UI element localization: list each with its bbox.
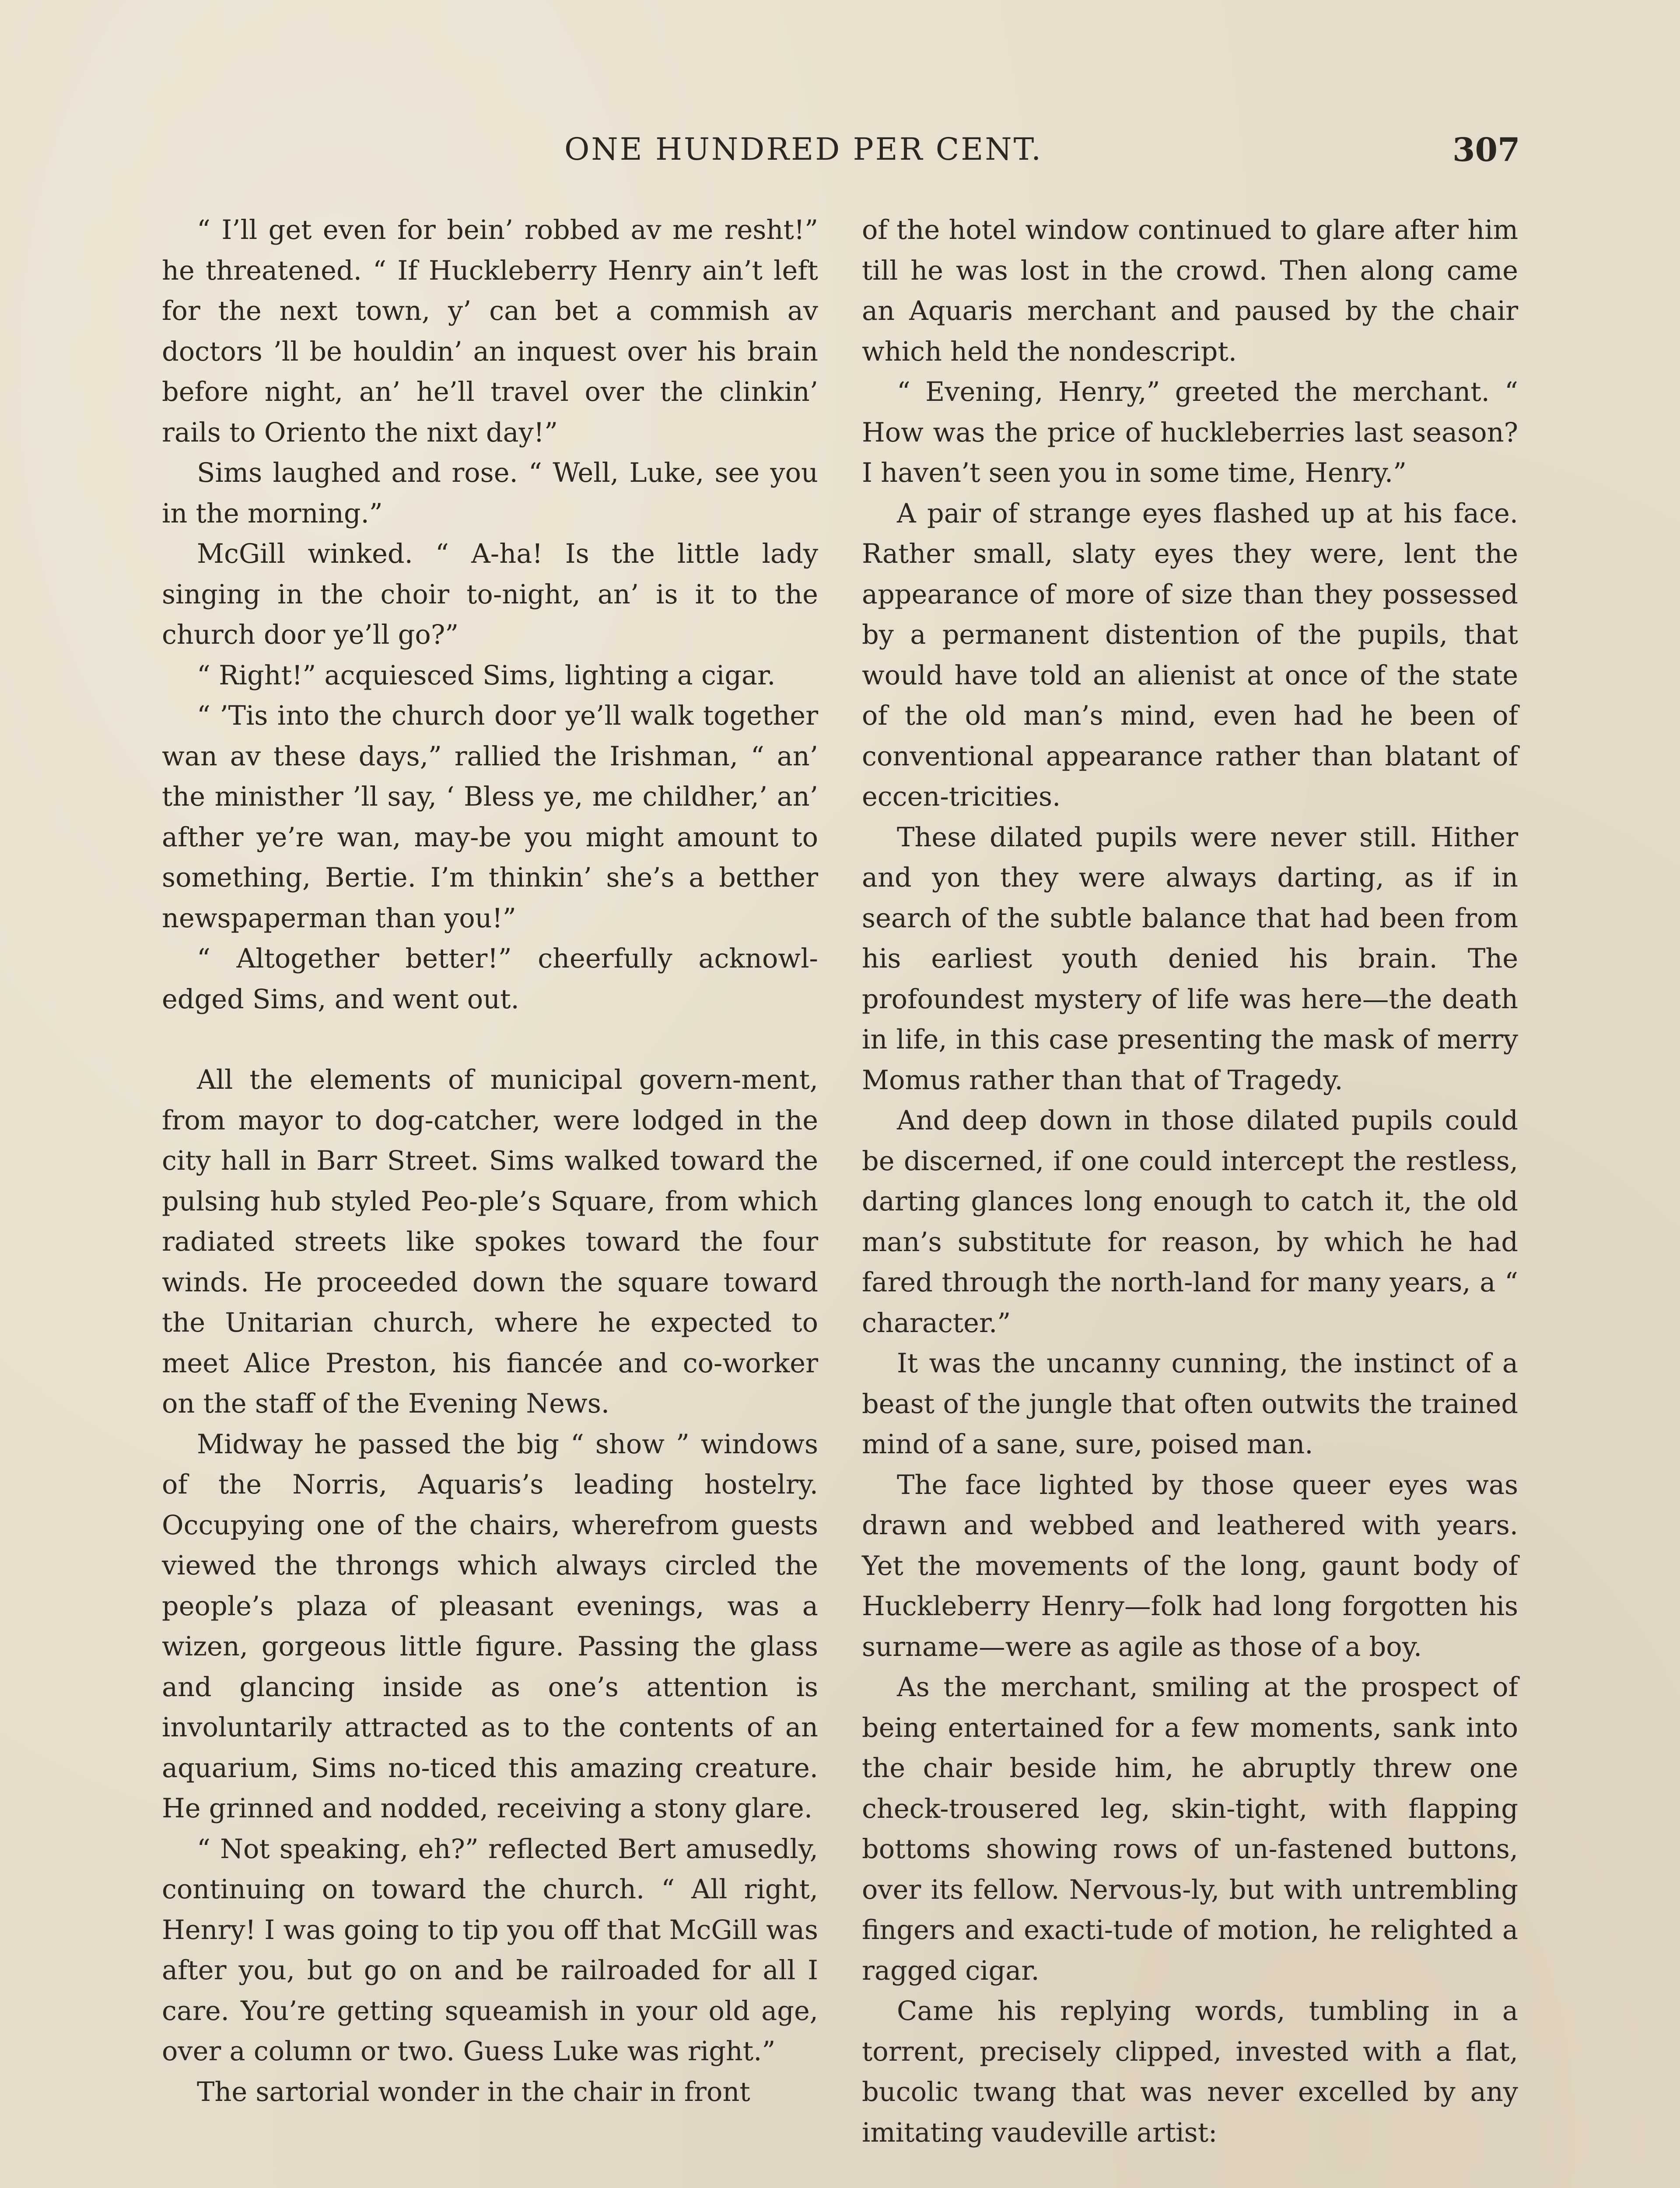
running-title: ONE HUNDRED PER CENT. bbox=[564, 131, 1043, 167]
paragraph: McGill winked. “ A-ha! Is the little lady singing in the choir to-night, an’ is it to the church door ye’ll go?” bbox=[162, 539, 818, 650]
paragraph: “ Altogether better!” cheerfully acknowl-edged Sims, and went out. bbox=[162, 943, 818, 1015]
paragraph: of the hotel window continued to glare after him till he was lost in the crowd. Then along came an Aquaris merchant and paused by the chair which held the nondescript. bbox=[862, 215, 1518, 367]
paragraph: “ I’ll get even for bein’ robbed av me resht!” he threatened. “ If Huckleberry Henry ain’t left for the next town, y’ can bet a commish av doctors ’ll be houldin’ an inquest over his brain before night, an’ he’ll travel over the clinkin’ rails to Oriento the nixt day!” bbox=[162, 215, 818, 448]
paragraph: “ Right!” acquiesced Sims, lighting a cigar. bbox=[197, 660, 776, 691]
left-column bbox=[162, 210, 818, 2112]
paragraph: These dilated pupils were never still. Hither and yon they were always darting, as if in search of the subtle balance that had been from his earliest youth denied his brain. The profoundest mystery of life was here—the death in life, in this case presenting the mask of merry Momus rather than that of Tragedy. bbox=[862, 822, 1518, 1096]
page-number: 307 bbox=[1452, 131, 1520, 169]
paragraph: Midway he passed the big “ show ” windows of the Norris, Aquaris’s leading hostelry. Occupying one of the chairs, wherefrom guests viewed the throngs which always circled the people’s plaza of pleasant evenings, was a wizen, gorgeous little figure. Passing the glass and glancing inside as one’s attention is involuntarily attracted as to the contents of an aquarium, Sims no-ticed this amazing creature. He grinned and nodded, receiving a stony glare. bbox=[162, 1429, 818, 1824]
paragraph: As the merchant, smiling at the prospect of being entertained for a few moments, sank into the chair beside him, he abruptly threw one check-trousered leg, skin-tight, with flapping bottoms showing rows of un-fastened buttons, over its fellow. Nervous-ly, but with untrembling fingers and exacti-tude of motion, he relighted a ragged cigar. bbox=[862, 1672, 1518, 1986]
paragraph: “ Not speaking, eh?” reflected Bert amusedly, continuing on toward the church. “ All right, Henry! I was going to tip you off that McGill was after you, but go on and be railroaded for all I care. You’re getting squeamish in your old age, over a column or two. Guess Luke was right.” bbox=[162, 1834, 818, 2067]
running-header bbox=[0, 131, 1680, 179]
paragraph: Came his replying words, tumbling in a torrent, precisely clipped, invested with a flat, bucolic twang that was never excelled by any imitating vaudeville artist: bbox=[862, 1996, 1518, 2148]
paragraph: And deep down in those dilated pupils could be discerned, if one could intercept the restless, darting glances long enough to catch it, the old man’s substitute for reason, by which he had fared through the north-land for many years, a “ character.” bbox=[862, 1105, 1518, 1339]
paragraph: “ Evening, Henry,” greeted the merchant. “ How was the price of huckleberries last season? I haven’t seen you in some time, Henry.” bbox=[862, 377, 1518, 488]
right-column bbox=[862, 210, 1518, 2153]
paragraph: All the elements of municipal govern-ment, from mayor to dog-catcher, were lodged in the city hall in Barr Street. Sims walked toward the pulsing hub styled Peo-ple’s Square, from which radiated streets like spokes toward the four winds. He proceeded down the square toward the Unitarian church, where he expected to meet Alice Preston, his fiancée and co-worker on the staff of the Evening News. bbox=[162, 1065, 818, 1419]
paragraph: A pair of strange eyes flashed up at his face. Rather small, slaty eyes they were, lent the appearance of more of size than they possessed by a permanent distention of the pupils, that would have told an alienist at once of the state of the old man’s mind, even had he been of conventional appearance rather than blatant of eccen-tricities. bbox=[862, 498, 1518, 812]
paragraph: “ ’Tis into the church door ye’ll walk together wan av these days,” rallied the Irishman, “ an’ the ministher ’ll say, ‘ Bless ye, me childher,’ an’ afther ye’re wan, may-be you might amount to something, Bertie. I’m thinkin’ she’s a betther newspaperman than you!” bbox=[162, 701, 818, 934]
paragraph: Sims laughed and rose. “ Well, Luke, see you in the morning.” bbox=[162, 458, 818, 529]
paragraph: It was the uncanny cunning, the instinct of a beast of the jungle that often outwits the trained mind of a sane, sure, poised man. bbox=[862, 1348, 1518, 1460]
paragraph: The sartorial wonder in the chair in front bbox=[197, 2076, 750, 2107]
paragraph: The face lighted by those queer eyes was drawn and webbed and leathered with years. Yet the movements of the long, gaunt body of Huckleberry Henry—folk had long forgotten his surname—were as agile as those of a boy. bbox=[862, 1469, 1518, 1662]
